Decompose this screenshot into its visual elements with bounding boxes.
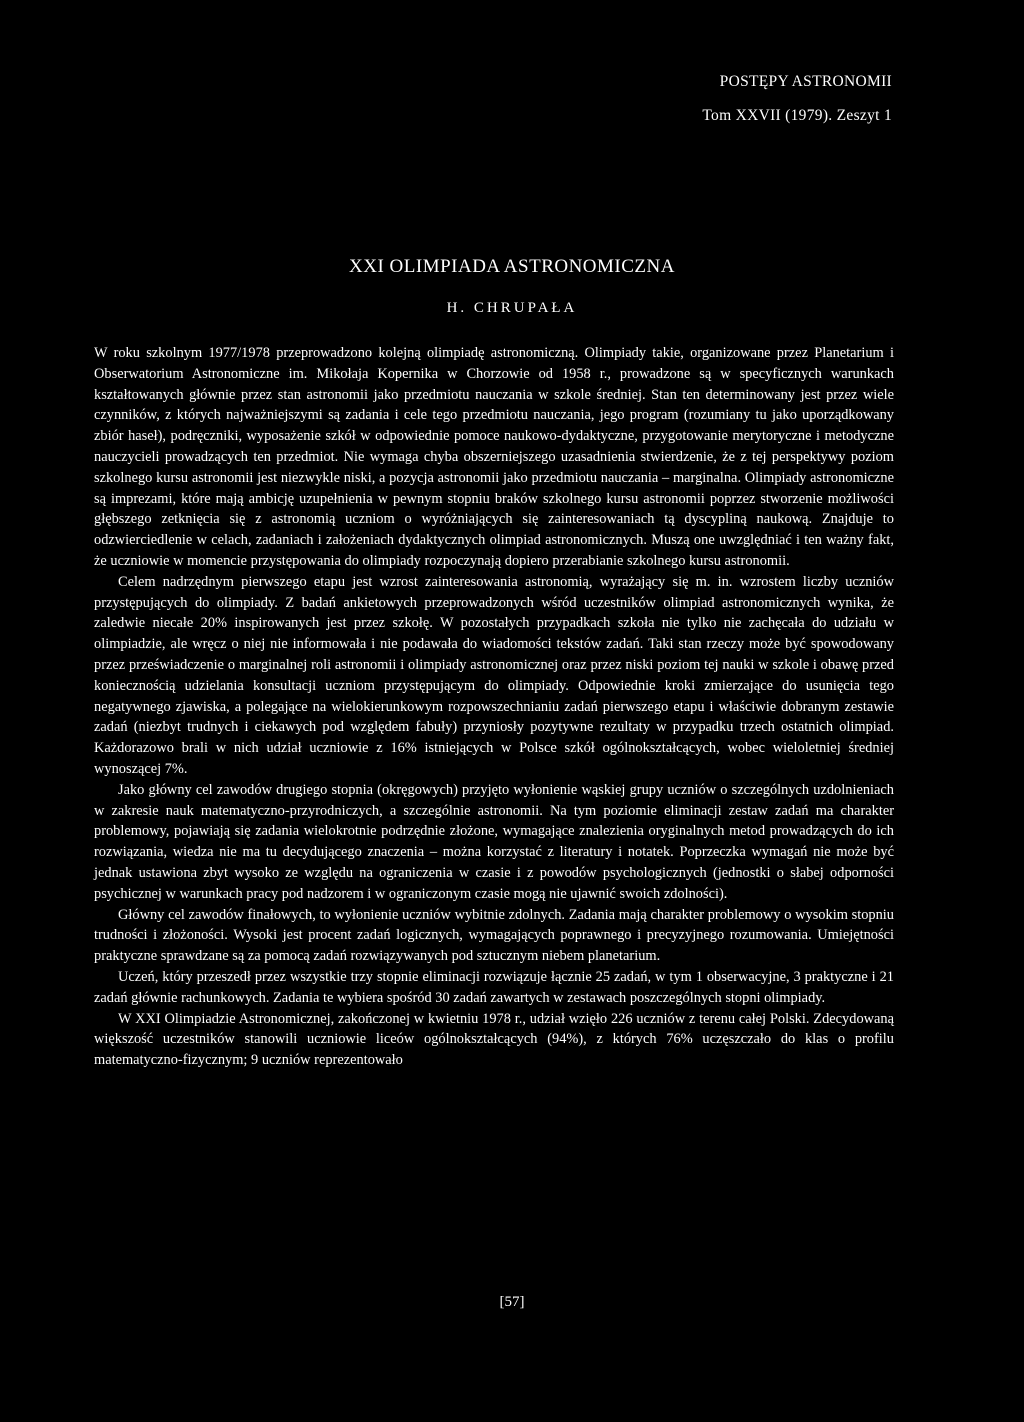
paragraph-6: W XXI Olimpiadzie Astronomicznej, zakończonej w kwietniu 1978 r., udział wzięło 226 uczniów z terenu całej Polski. Zdecydowaną większość uczestników stanowili uczniowie liceów ogólnokształcących (94%), z których 76% uczęszczało do klas o profilu matematyczno-fizycznym; 9 uczniów reprezentowało [94,1010,894,1069]
page-number: [57] [499,1294,525,1310]
paragraph-1: W roku szkolnym 1977/1978 przeprowadzono kolejną olimpiadę astronomiczną. Olimpiady takie, organizowane przez Planetarium i Obserwatorium Astronomiczne im. Mikołaja Kopernika w Chorzowie od 1958 r., prowadzone są w specyficznych warunkach kształtowanych głównie przez stan astronomii jako przedmiotu nauczania w szkole średniej. Stan ten determinowany jest przez wiele czynników, z których najważniejszymi są zadania i cele tego przedmiotu nauczania, jego program (rozumiany tu jako uporządkowany zbiór haseł), podręczniki, wyposażenie szkół w odpowiednie pomoce naukowo-dydaktyczne, przygotowanie merytoryczne i metodyczne nauczycieli prowadzących ten przedmiot. Nie wymaga chyba obszerniejszego uzasadnienia stwierdzenie, że z tej perspektywy poziom szkolnego kursu astronomii jest niezwykle niski, a pozycja astronomii jako przedmiotu nauczania – marginalna. Olimpiady astronomiczne są imprezami, które mają ambicję uzupełnienia w pewnym stopniu braków szkolnego kursu astronomii poprzez stworzenie możliwości głębszego zetknięcia się z astronomią uczniom o wyróżniających się zainteresowaniach tą dyscypliną naukową. Znajduje to odzwierciedlenie w celach, zadaniach i założeniach dydaktycznych olimpiad astronomicznych. Muszą one uwzględniać i ten ważny fakt, że uczniowie w momencie przystępowania do olimpiady rozpoczynają dopiero przerabianie szkolnego kursu astronomii. [94,345,894,569]
journal-volume: Tom XXVII (1979). Zeszyt 1 [702,107,892,124]
journal-name: POSTĘPY ASTRONOMII [719,73,892,90]
paragraph-2: Celem nadrzędnym pierwszego etapu jest wzrost zainteresowania astronomią, wyrażający się m. in. wzrostem liczby uczniów przystępujących do olimpiady. Z badań ankietowych przeprowadzonych wśród uczestników olimpiad astronomicznych wynika, że zaledwie niecałe 20% inspirowanych jest przez szkołę. W pozostałych przypadkach szkoła nie tylko nie zachęcała do udziału w olimpiadzie, ale wręcz o niej nie informowała i nie podawała do wiadomości tekstów zadań. Taki stan rzeczy może być spowodowany przez przeświadczenie o marginalnej roli astronomii i olimpiady astronomicznej oraz przez niski poziom tej nauki w szkole i obawę przed koniecznością udzielania konsultacji uczniom przystępującym do olimpiady. Odpowiednie kroki zmierzające do usunięcia tego negatywnego zjawiska, a polegające na wielokierunkowym rozpowszechnianiu zadań pierwszego etapu i właściwie dobranym zestawie zadań (niezbyt trudnych i ciekawych pod względem fabuły) przyniosły pozytywne rezultaty w przypadku trzech ostatnich olimpiad. Każdorazowo brali w nich udział uczniowie z 16% istniejących w Polsce szkół ogólnokształcących, wobec wieloletniej średniej wynoszącej 7%. [94,573,894,777]
article-title: XXI OLIMPIADA ASTRONOMICZNA [349,256,675,277]
article-author: H. CHRUPAŁA [446,300,578,316]
paragraph-5: Uczeń, który przeszedł przez wszystkie trzy stopnie eliminacji rozwiązuje łącznie 25 zadań, w tym 1 obserwacyjne, 3 praktyczne i 21 zadań głównie rachunkowych. Zadania te wybiera spośród 30 zadań zawartych w zestawach poszczególnych stopni olimpiady. [94,968,894,1006]
paragraph-3: Jako główny cel zawodów drugiego stopnia (okręgowych) przyjęto wyłonienie wąskiej grupy uczniów o szczególnych uzdolnieniach w zakresie nauk matematyczno-przyrodniczych, a szczególnie astronomii. Na tym poziomie eliminacji zestaw zadań ma charakter problemowy, pojawiają się zadania wielokrotnie podrzędnie złożone, wymagające znalezienia oryginalnych metod prowadzących do ich rozwiązania, wiedza nie ma tu decydującego znaczenia – można korzystać z literatury i notatek. Poprzeczka wymagań nie może być jednak ustawiona zbyt wysoko ze względu na ograniczenia w czasie i z powodów psychologicznych (jednostki o słabej odporności psychicznej w warunkach pracy pod nadzorem i w ograniczonym czasie mogą nie ujawnić swoich zdolności). [94,781,894,902]
journal-header [702,72,892,140]
article-body [94,343,894,1071]
paragraph-4: Główny cel zawodów finałowych, to wyłonienie uczniów wybitnie zdolnych. Zadania mają charakter problemowy o wysokim stopniu trudności i złożoności. Wysoki jest procent zadań logicznych, wymagających poprawnego i precyzyjnego rozumowania. Umiejętności praktyczne sprawdzane są za pomocą zadań rozwiązywanych pod sztucznym niebem planetarium. [94,906,894,965]
